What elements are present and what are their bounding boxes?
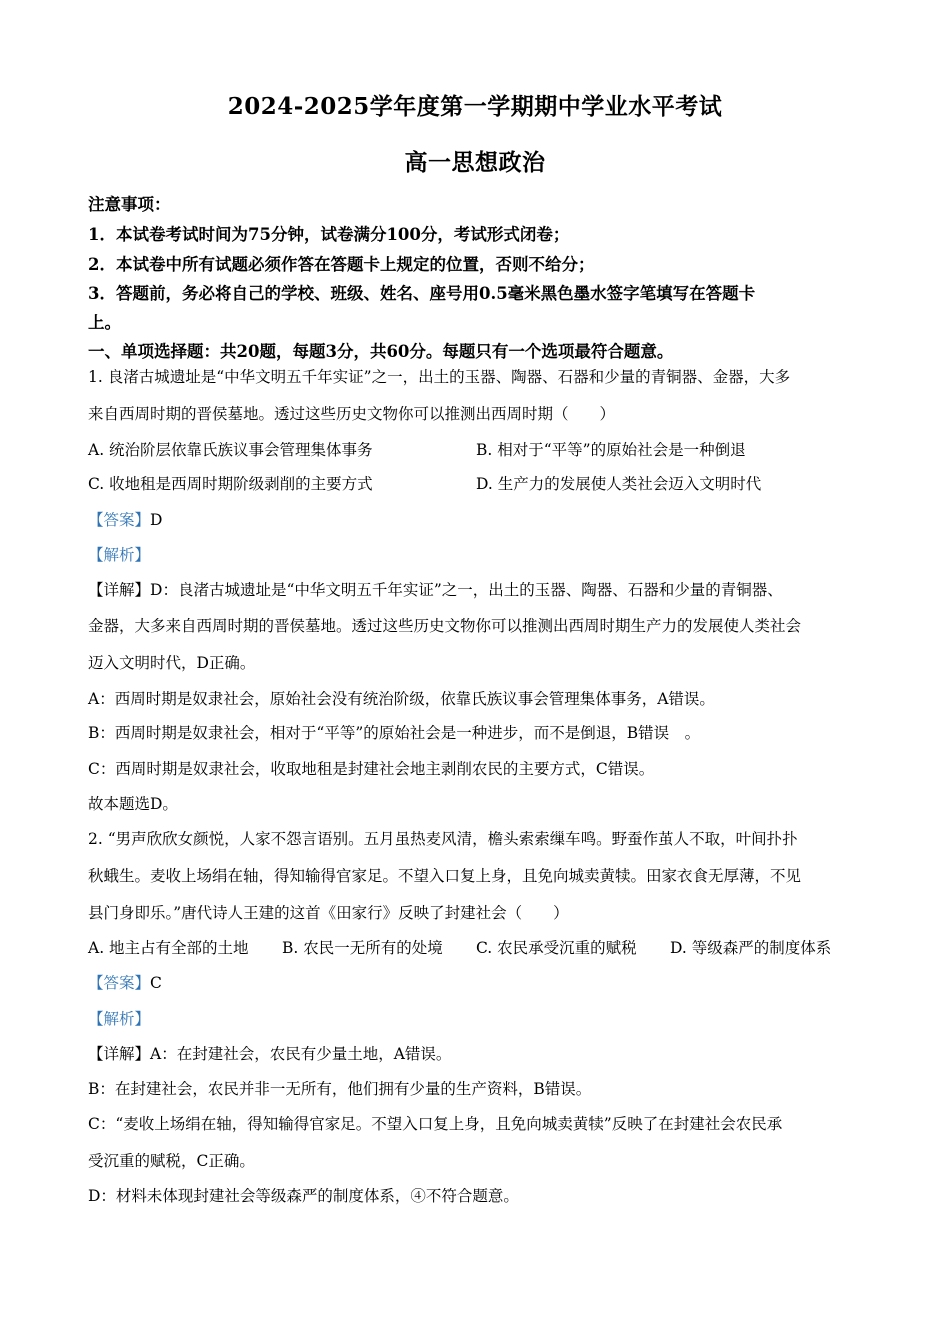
detail-line: B：西周时期是奴隶社会，相对于“平等”的原始社会是一种进步，而不是倒退，B错误 。 [88,724,701,742]
option-b: B. 农民一无所有的处境 [282,939,443,957]
question-stem-line: 1. 良渚古城遗址是“中华文明五千年实证”之一，出土的玉器、陶器、石器和少量的青铜器、金器，大多 [88,368,791,386]
answer-tag: 【答案】 [88,511,151,529]
question-stem-line: 2. “男声欣欣女颜悦，人家不怨言语别。五月虽热麦风清，檐头索索缫车鸣。野蚕作茧人不取，叶间扑扑 [88,830,798,848]
section-heading: 一、单项选择题：共20题，每题3分，共60分。每题只有一个选项最符合题意。 [88,342,674,361]
notice-item: 2．本试卷中所有试题必须作答在答题卡上规定的位置，否则不给分； [88,255,595,274]
option-c: C. 收地租是西周时期阶级剥削的主要方式 [88,475,373,493]
detail-line [88,1042,863,1064]
detail-line: 受沉重的赋税，C正确。 [88,1152,255,1170]
detail-line: 故本题选D。 [88,795,178,813]
answer-line [88,971,863,993]
detail-tag: 【详解】 [88,1045,151,1063]
answer-value: D [150,511,163,529]
detail-line: C：西周时期是奴隶社会，收取地租是封建社会地主剥削农民的主要方式，C错误。 [88,760,655,778]
notice-item: 3．答题前，务必将自己的学校、班级、姓名、座号用0.5毫米黑色墨水签字笔填写在答题卡 [88,284,756,303]
detail-line: 金器，大多来自西周时期的晋侯墓地。透过这些历史文物你可以推测出西周时期生产力的发展使人类社会 [88,617,802,635]
answer-line [88,508,863,530]
detail-line: D：材料未体现封建社会等级森严的制度体系，④不符合题意。 [88,1187,519,1205]
notice-heading: 注意事项： [88,195,171,214]
detail-tag: 【详解】 [88,581,151,599]
exam-title: 2024-2025学年度第一学期期中学业水平考试 [227,93,723,120]
notice-item: 1．本试卷考试时间为75分钟，试卷满分100分，考试形式闭卷； [88,225,570,244]
option-c: C. 农民承受沉重的赋税 [476,939,637,957]
question-stem-line: 秋蛾生。麦收上场绢在轴，得知输得官家足。不望入口复上身，且免向城卖黄犊。田家衣食无厚薄，不见 [88,867,802,885]
analysis-tag: 【解析】 [88,546,151,564]
detail-line: 迈入文明时代，D正确。 [88,654,256,672]
option-a: A. 统治阶层依靠氏族议事会管理集体事务 [88,441,373,459]
answer-tag: 【答案】 [88,974,151,992]
detail-text: D：良渚古城遗址是“中华文明五千年实证”之一，出土的玉器、陶器、石器和少量的青铜器、 [150,581,783,599]
option-b: B. 相对于“平等”的原始社会是一种倒退 [476,441,746,459]
option-d: D. 等级森严的制度体系 [670,939,832,957]
detail-line: C：“麦收上场绢在轴，得知输得官家足。不望入口复上身，且免向城卖黄犊”反映了在封建社会农民承 [88,1115,783,1133]
detail-line: A：西周时期是奴隶社会，原始社会没有统治阶级，依靠氏族议事会管理集体事务，A错误。 [88,690,715,708]
option-d: D. 生产力的发展使人类社会迈入文明时代 [476,475,762,493]
detail-line: B：在封建社会，农民并非一无所有，他们拥有少量的生产资料，B错误。 [88,1080,592,1098]
notice-item: 上。 [88,313,121,332]
analysis-tag: 【解析】 [88,1010,151,1028]
detail-line [88,578,863,600]
detail-text: A：在封建社会，农民有少量土地，A错误。 [150,1045,452,1063]
answer-value: C [150,974,162,992]
question-stem-line: 县门身即乐。”唐代诗人王建的这首《田家行》反映了封建社会（ ） [88,904,569,922]
option-a: A. 地主占有全部的土地 [88,939,249,957]
question-stem-line: 来自西周时期的晋侯墓地。透过这些历史文物你可以推测出西周时期（ ） [88,405,616,423]
subject-title: 高一思想政治 [404,149,546,176]
